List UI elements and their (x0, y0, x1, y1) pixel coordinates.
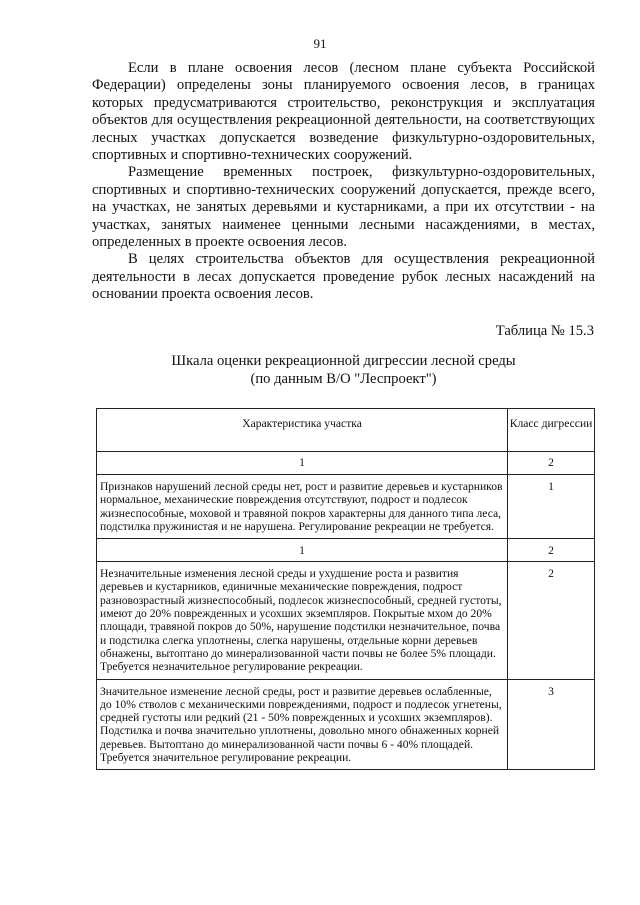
paragraph: В целях строительства объектов для осуществления рекреационной деятельности в лесах допускается проведение рубок лесных насаждений на основании проекта освоения лесов. (92, 251, 595, 303)
row-description: Незначительные изменения лесной среды и ухудшение роста и развития деревьев и кустарников, единичные механические повреждения, подрост разновозрастный жизнеспособный, подлесок жизнеспособный, средней густоты, имеют до 20% поврежденных и усохших экземпляров. Покрытые мхом до 20% площади, травяной покров до 50%, нарушение подстилки незначительное, почва и подстилка слегка уплотнены, слегка нарушены, отдельные корни деревьев обнажены, вытоптано до минерализованной части почвы не более 5% площади. Требуется незначительное регулирование рекреации. (97, 562, 508, 679)
numbering-cell: 2 (508, 452, 595, 475)
table-label: Таблица № 15.3 (495, 323, 594, 339)
table-row (97, 679, 595, 770)
row-description: Признаков нарушений лесной среды нет, рост и развитие деревьев и кустарников нормальное, механические повреждения отсутствуют, подрост и подлесок жизнеспособные, моховой и травяной покров характерны для данного типа леса, подстилка пружинистая и не нарушена. Регулирование рекреации не требуется. (97, 475, 508, 539)
header-class: Класс дигрессии (508, 409, 595, 452)
page-number: 91 (313, 36, 327, 51)
table-row (97, 562, 595, 679)
digression-scale-table (96, 408, 595, 770)
row-class: 1 (508, 475, 595, 539)
row-class: 2 (508, 562, 595, 679)
numbering-cell: 1 (97, 539, 508, 562)
table-title-line: (по данным В/О "Леспроект") (250, 371, 437, 387)
paragraph: Если в плане освоения лесов (лесном плане субъекта Российской Федерации) определены зоны планируемого освоения лесов, в границах которых предусматриваются строительство, реконструкция и эксплуатация объектов для осуществления рекреационной деятельности, на соответствующих лесных участках допускается возведение физкультурно-оздоровительных, спортивных и спортивно-технических сооружений. (92, 60, 595, 164)
row-description: Значительное изменение лесной среды, рост и развитие деревьев ослабленные, до 10% стволов с механическими повреждениями, подрост и подлесок угнетены, средней густоты или редкий (21 - 50% поврежденных и усохших экземпляров). Подстилка и почва значительно уплотнены, довольно много обнаженных корней деревьев. Вытоптано до минерализованной части почвы 6 - 40% площадей. Требуется значительное регулирование рекреации. (97, 679, 508, 770)
table-header-row (97, 409, 595, 452)
header-description: Характеристика участка (97, 409, 508, 452)
row-class: 3 (508, 679, 595, 770)
numbering-cell: 2 (508, 539, 595, 562)
table-numbering-row (97, 452, 595, 475)
table-row (97, 475, 595, 539)
body-text (92, 60, 595, 304)
numbering-cell: 1 (97, 452, 508, 475)
table-title-line: Шкала оценки рекреационной дигрессии лесной среды (171, 353, 516, 369)
table-numbering-row (97, 539, 595, 562)
paragraph: Размещение временных построек, физкультурно-оздоровительных, спортивных и спортивно-технических сооружений допускается, прежде всего, на участках, не занятых деревьями и кустарниками, а при их отсутствии - на участках, занятых наименее ценными лесными насаждениями, в местах, определенных в проекте освоения лесов. (92, 164, 595, 251)
table-title (92, 352, 595, 388)
